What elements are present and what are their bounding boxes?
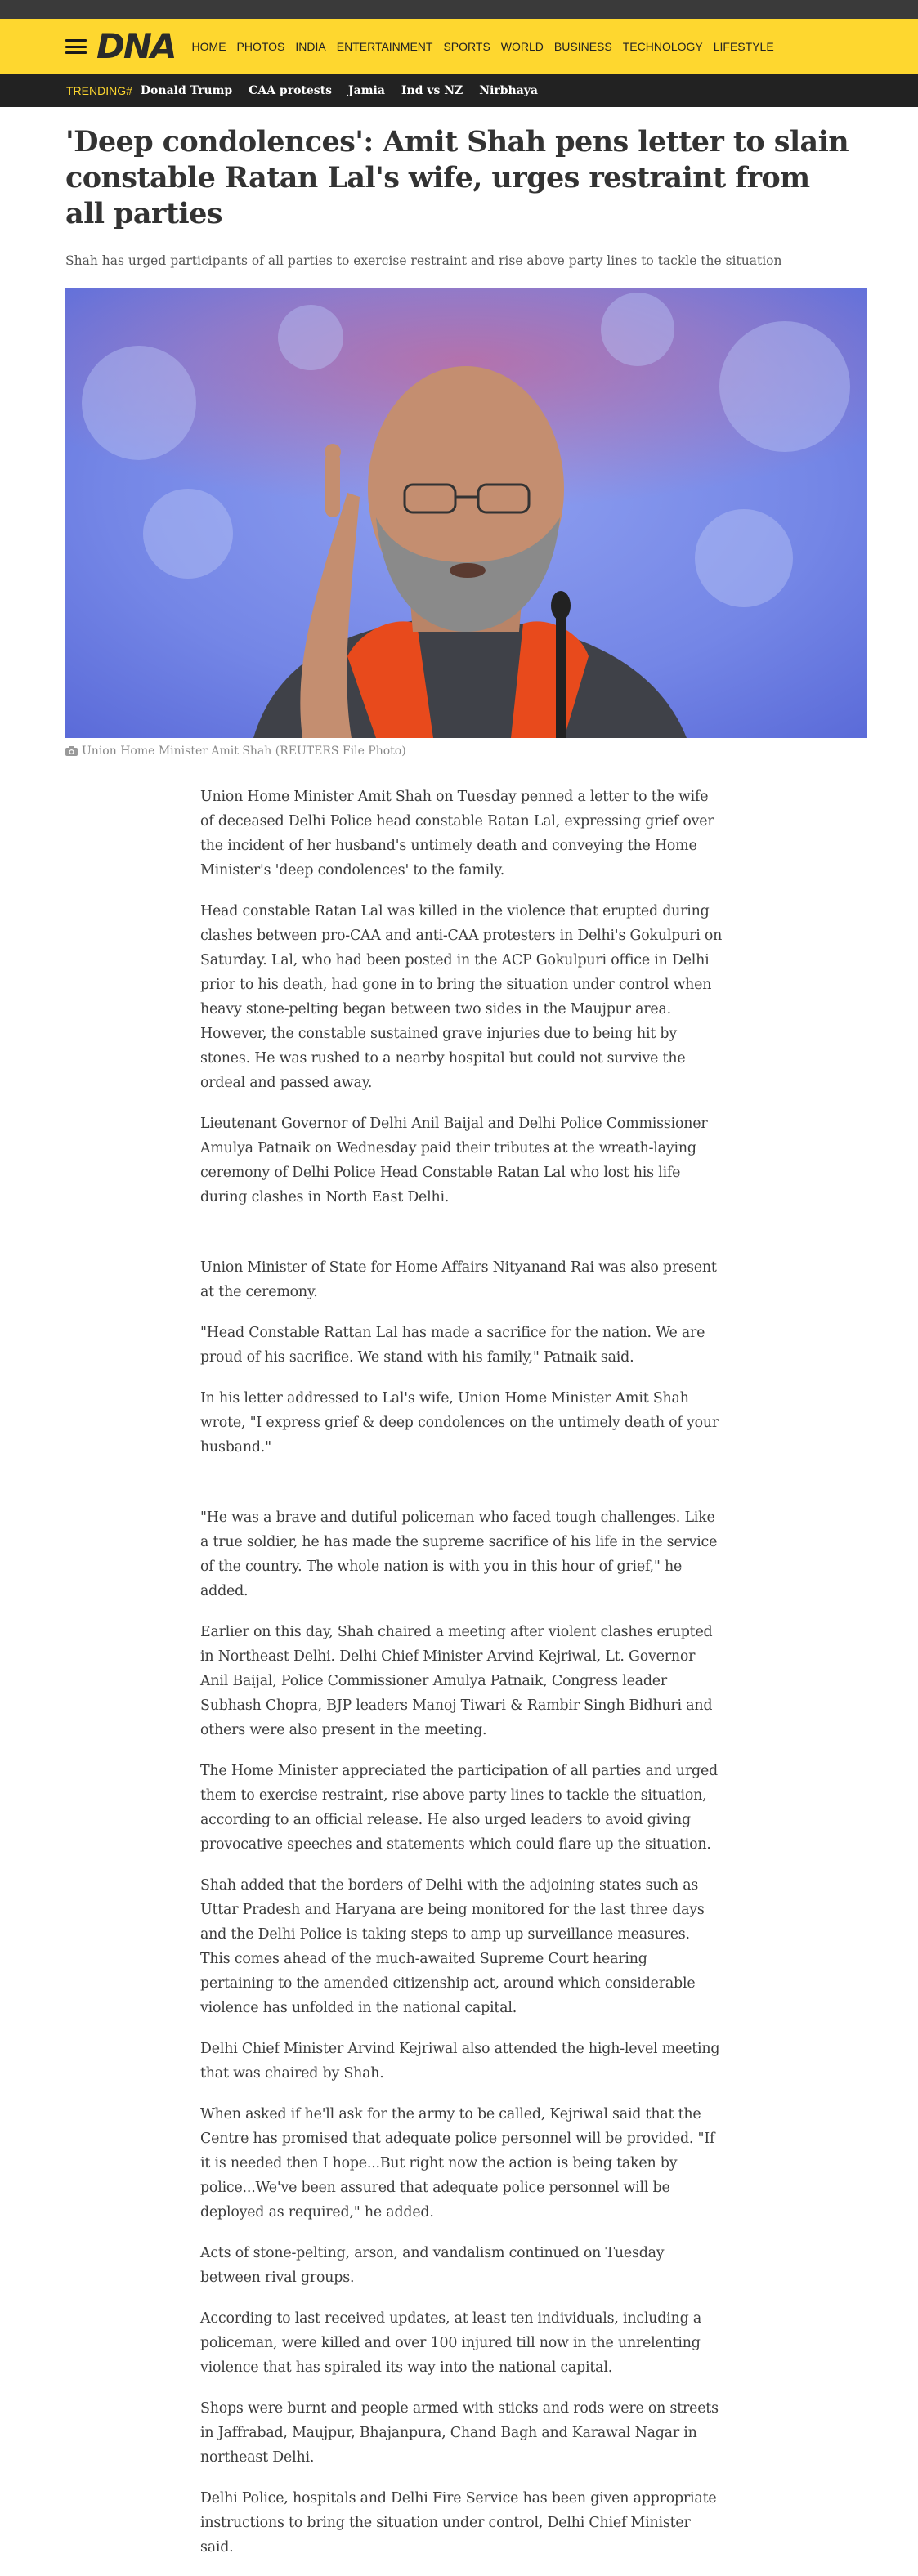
site-logo[interactable]: DNA <box>96 26 176 66</box>
trending-item[interactable]: Jamia <box>348 84 385 97</box>
menu-icon[interactable] <box>65 39 87 54</box>
article-paragraph: Union Minister of State for Home Affairs Nityanand Rai was also present at the ceremony. <box>200 1259 717 1300</box>
nav-sports[interactable]: SPORTS <box>443 40 490 53</box>
nav-photos[interactable]: PHOTOS <box>236 40 285 53</box>
image-caption-text: Union Home Minister Amit Shah (REUTERS File Photo) <box>82 745 406 758</box>
article-paragraph: "He was a brave and dutiful policeman who faced tough challenges. Like a true soldier, he has made the supreme sacrifice of his life in the service of the country. The whole nation is with you in this hour of grief," he added. <box>200 1509 718 1599</box>
top-strip <box>0 0 918 19</box>
article-body <box>200 785 723 2576</box>
nav-world[interactable]: WORLD <box>500 40 544 53</box>
nav-india[interactable]: INDIA <box>295 40 326 53</box>
trending-label: TRENDING# <box>66 84 132 97</box>
article-paragraph: Delhi Police, hospitals and Delhi Fire Service has been given appropriate instructions to bring the situation under control, Delhi Chief Minister said. <box>200 2490 717 2556</box>
camera-icon <box>65 746 78 756</box>
article-paragraph: Shops were burnt and people armed with sticks and rods were on streets in Jaffrabad, Maujpur, Bhajanpura, Chand Bagh and Karawal Nagar in northeast Delhi. <box>200 2400 719 2466</box>
article-paragraph: Shah added that the borders of Delhi with the adjoining states such as Uttar Pradesh and Haryana are being monitored for the last three days and the Delhi Police is taking steps to amp up surveillance measures. This comes ahead of the much-awaited Supreme Court hearing pertaining to the amended citizenship act, around which considerable violence has unfolded in the national capital. <box>200 1877 705 2016</box>
main-navbar <box>0 19 918 74</box>
trending-item[interactable]: Ind vs NZ <box>401 84 463 97</box>
article-paragraph: Delhi Chief Minister Arvind Kejriwal also attended the high-level meeting that was chaired by Shah. <box>200 2041 720 2082</box>
article-paragraph: Earlier on this day, Shah chaired a meeting after violent clashes erupted in Northeast Delhi. Delhi Chief Minister Arvind Kejriwal, Lt. Governor Anil Baijal, Police Commissioner Amulya Patnaik, Congress leader Subhash Chopra, BJP leaders Manoj Tiwari & Rambir Singh Bidhuri and others were also present in the meeting. <box>200 1624 713 1738</box>
article-paragraph: According to last received updates, at least ten individuals, including a policeman, were killed and over 100 injured till now in the unrelenting violence that has spiraled its way into the national capital. <box>200 2310 702 2376</box>
article-paragraph: The Home Minister appreciated the participation of all parties and urged them to exercise restraint, rise above party lines to tackle the situation, according to an official release. He also urged leaders to avoid giving provocative speeches and statements which could flare up the situation. <box>200 1763 718 1853</box>
article-paragraph: In his letter addressed to Lal's wife, Union Home Minister Amit Shah wrote, "I express grief & deep condolences on the untimely death of your husband." <box>200 1390 719 1456</box>
article-subhead: Shah has urged participants of all parties to exercise restraint and rise above party lines to tackle the situation <box>65 253 782 268</box>
article-paragraph: Head constable Ratan Lal was killed in the violence that erupted during clashes between pro-CAA and anti-CAA protesters in Delhi's Gokulpuri on Saturday. Lal, who had been posted in the ACP Gokulpuri office in Delhi prior to his death, had gone in to bring the situation under control when heavy stone-pelting began between two sides in the Maujpur area. However, the constable sustained grave injuries due to being hit by stones. He was rushed to a nearby hospital but could not survive the ordeal and passed away. <box>200 903 723 1091</box>
article-paragraph: Lieutenant Governor of Delhi Anil Baijal and Delhi Police Commissioner Amulya Patnaik on Wednesday paid their tributes at the wreath-laying ceremony of Delhi Police Head Constable Ratan Lal who lost his life during clashes in North East Delhi. <box>200 1116 708 1205</box>
nav-lifestyle[interactable]: LIFESTYLE <box>713 40 774 53</box>
article-paragraph: Union Home Minister Amit Shah on Tuesday penned a letter to the wife of deceased Delhi Police head constable Ratan Lal, expressing grief over the incident of her husband's untimely death and conveying the Home Minister's 'deep condolences' to the family. <box>200 789 714 879</box>
article-paragraph: When asked if he'll ask for the army to be called, Kejriwal said that the Centre has promised that adequate police personnel will be provided. "If it is needed then I hope...But right now the action is being taken by police...We've been assured that adequate police personnel will be deployed as required," he added. <box>200 2106 715 2220</box>
primary-nav <box>192 40 785 53</box>
trending-item[interactable]: Nirbhaya <box>479 84 539 97</box>
trending-item[interactable]: CAA protests <box>249 84 333 97</box>
article-paragraph: Acts of stone-pelting, arson, and vandalism continued on Tuesday between rival groups. <box>200 2245 665 2286</box>
article-paragraph: "Head Constable Rattan Lal has made a sacrifice for the nation. We are proud of his sacrifice. We stand with his family," Patnaik said. <box>200 1325 705 1366</box>
article-hero-image <box>65 288 867 738</box>
nav-home[interactable]: HOME <box>191 40 226 53</box>
article-headline: 'Deep condolences': Amit Shah pens letter to slain constable Ratan Lal's wife, urges restraint from all parties <box>65 125 849 230</box>
nav-business[interactable]: BUSINESS <box>553 40 612 53</box>
trending-item[interactable]: Donald Trump <box>140 84 233 97</box>
trending-bar <box>0 74 918 107</box>
image-caption <box>65 745 406 758</box>
nav-technology[interactable]: TECHNOLOGY <box>622 40 703 53</box>
nav-entertainment[interactable]: ENTERTAINMENT <box>336 40 433 53</box>
